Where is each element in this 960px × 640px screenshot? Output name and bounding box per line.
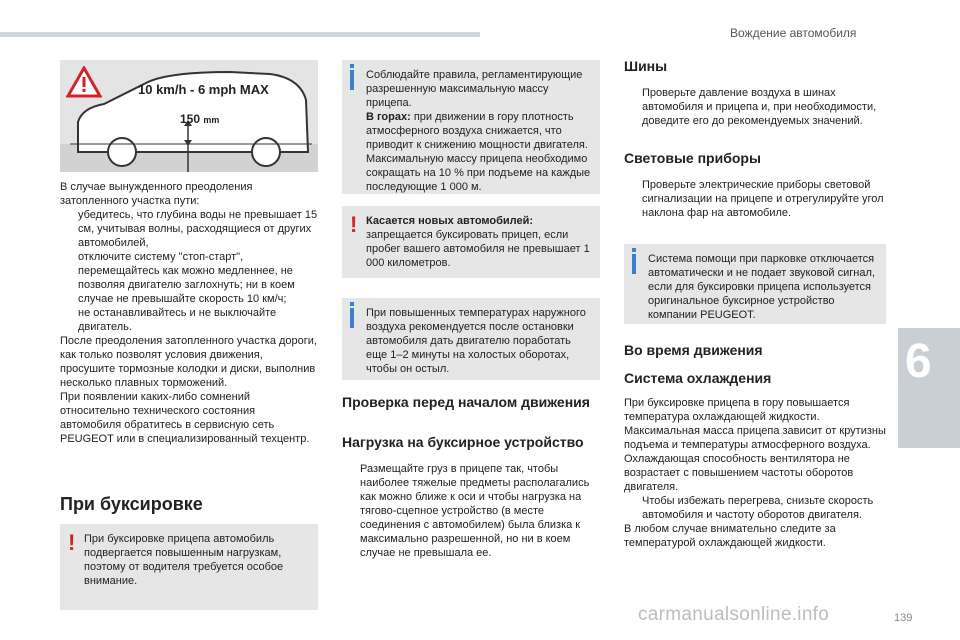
flood-after: После преодоления затопленного участка дороги, как только позволят условия движения, просушите тормозные колодки и диски, выполнив несколько плавных торможений. <box>60 335 318 389</box>
depth-value: 150 <box>180 112 201 126</box>
warning-box-new-cars-content <box>366 214 592 270</box>
new-cars-text: запрещается буксировать прицеп, если пробег вашего автомобиля не превышает 1 000 километров. <box>366 229 590 269</box>
info-box-mass-content <box>366 68 592 194</box>
page-number: 139 <box>894 612 913 624</box>
hills-label: В горах: <box>366 111 411 123</box>
list-item-text: перемещайтесь как можно медленнее, не позволяя двигателю заглохнуть; ни в коем случае не превышайте скорость 10 км/ч; <box>78 265 295 305</box>
towing-warning-box <box>60 524 318 610</box>
flood-figure <box>60 60 318 172</box>
list-item-text: Проверьте давление воздуха в шинах автомобиля и прицепа и, при необходимости, доведите его до рекомендуемых значений. <box>642 87 877 127</box>
flood-intro: В случае вынужденного преодоления затопленного участка пути: <box>60 181 253 207</box>
depth-unit: mm <box>203 115 220 125</box>
towing-warning-text: При буксировке прицепа автомобиль подвергается повышенным нагрузкам, поэтому от водителя требуется особое внимание. <box>84 533 284 587</box>
hills-text: при движении в гору плотность атмосферного воздуха снижается, что приводит к снижению мощности двигателя. Максимальную массу прицепа необходимо сокращать на 10 % при подъеме на каждые последующие 1 000 м. <box>366 111 591 193</box>
info-box-cooling <box>342 298 600 380</box>
depth-label <box>180 112 219 126</box>
list-item <box>624 494 886 522</box>
list-item <box>60 264 318 306</box>
info-icon <box>632 254 636 274</box>
while-driving-heading: Во время движения <box>624 342 763 358</box>
info-box-mass-text: Соблюдайте правила, регламентирующие разрешенную максимальную массу прицепа. <box>366 69 583 109</box>
flood-service: При появлении каких-либо сомнений относительно технического состояния автомобиля обратитесь в сервисную сеть PEUGEOT или в специализированный техцентр. <box>60 391 310 445</box>
warning-box-new-cars <box>342 206 600 278</box>
section-title: Вождение автомобиля <box>730 26 857 40</box>
list-item-text: отключите систему "стоп-старт", <box>78 251 244 263</box>
info-box-mass-hills <box>366 110 592 194</box>
new-cars-title: Касается новых автомобилей: <box>366 215 534 227</box>
lights-heading: Световые приборы <box>624 150 761 166</box>
tyres-heading: Шины <box>624 58 668 74</box>
list-item-text: Размещайте груз в прицепе так, чтобы наиболее тяжелые предметы располагались как можно ближе к оси и чтобы нагрузка на тягово-сцепное устройство (в месте соединения с автомобилем) была близка к максимально разрешенной, но ни в коем случае не превышала ее. <box>360 463 590 559</box>
towbar-load-section <box>342 462 600 560</box>
list-item <box>624 86 886 128</box>
list-item <box>60 250 318 264</box>
towing-heading: При буксировке <box>60 494 203 514</box>
warning-triangle-icon <box>66 66 102 98</box>
exclamation-icon: ! <box>350 212 358 237</box>
info-icon <box>350 308 354 328</box>
list-item-text: Чтобы избежать перегрева, снизьте скорость автомобиля и частоту оборотов двигателя. <box>642 495 874 521</box>
list-item-text: Проверьте электрические приборы световой сигнализации на прицепе и отрегулируйте угол наклона фар на автомобиле. <box>642 179 884 219</box>
chapter-number: 6 <box>905 335 932 388</box>
watermark: carmanualsonline.info <box>638 604 830 625</box>
list-item <box>60 306 318 334</box>
cooling-after: В любом случае внимательно следите за температурой охлаждающей жидкости. <box>624 523 836 549</box>
info-box-cooling-text: При повышенных температурах наружного воздуха рекомендуется после остановки автомобиля дать двигателю поработать еще 1–2 минуты на холостых оборотах, чтобы он остыл. <box>366 307 586 375</box>
lights-section <box>624 178 886 220</box>
list-item <box>60 208 318 250</box>
tyres-section <box>624 86 886 128</box>
list-item-text: убедитесь, что глубина воды не превышает 15 см, учитывая волны, расходящиеся от других автомобилей, <box>78 209 318 249</box>
flood-section <box>60 180 318 446</box>
info-icon <box>350 70 354 90</box>
list-item <box>624 178 886 220</box>
cooling-heading: Система охлаждения <box>624 370 772 386</box>
before-driving-heading: Проверка перед началом движения <box>342 394 590 410</box>
list-item <box>342 462 600 560</box>
info-box-parking-text: Система помощи при парковке отключается автоматически и не подает звуковой сигнал, если для буксировки прицепа используется оригинальное буксирное устройство компании PEUGEOT. <box>648 253 875 321</box>
info-box-parking <box>624 244 886 324</box>
exclamation-icon: ! <box>68 530 76 555</box>
header-bar <box>0 32 480 37</box>
list-item-text: не останавливайтесь и не выключайте двигатель. <box>78 307 277 333</box>
towbar-load-heading: Нагрузка на буксирное устройство <box>342 434 584 450</box>
info-box-mass <box>342 60 600 194</box>
cooling-intro: При буксировке прицепа в гору повышается температура охлаждающей жидкости. Максимальная масса прицепа зависит от крутизны подъема и температуры атмосферного воздуха. Охлаждающая способность вентилятора не возрастает с повышением частоты оборотов двигателя. <box>624 397 886 493</box>
cooling-section <box>624 396 886 550</box>
speed-limit-label: 10 km/h - 6 mph MAX <box>138 82 269 97</box>
